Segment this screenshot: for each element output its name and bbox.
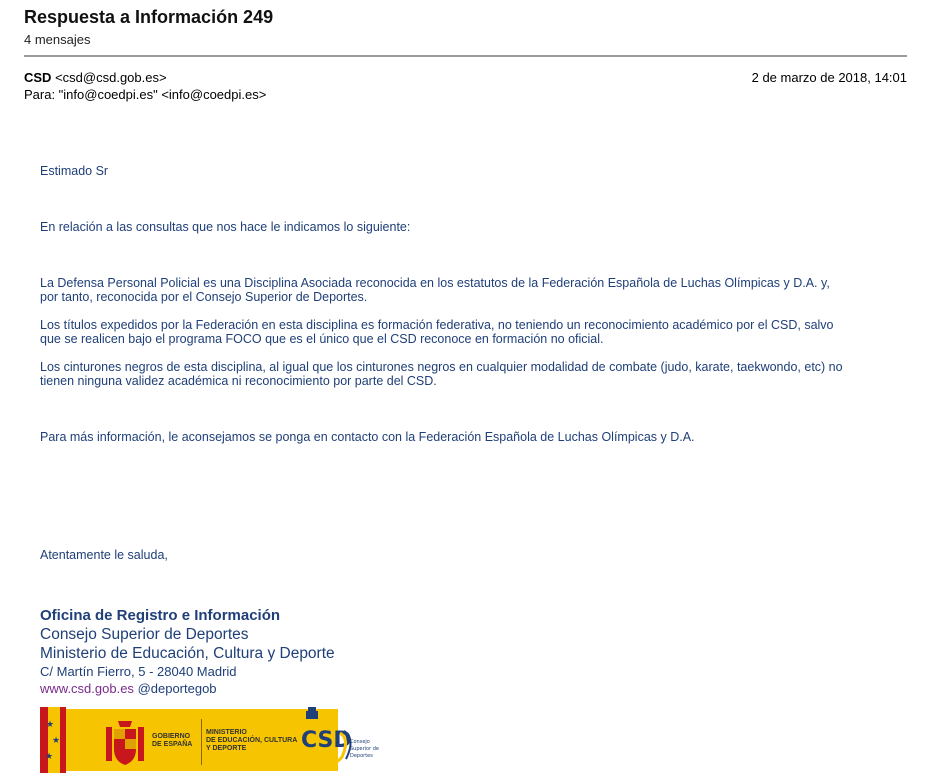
paragraph-3: [40, 360, 900, 388]
paragraph-1: [40, 276, 900, 304]
svg-text:★: ★: [52, 736, 61, 746]
ministerio-line-3: Y DEPORTE: [206, 745, 247, 752]
signature-address: C/ Martín Fierro, 5 - 28040 Madrid: [40, 664, 237, 679]
header-divider: [24, 55, 907, 57]
recipient-line: Para: "info@coedpi.es" <info@coedpi.es>: [24, 87, 267, 102]
greeting: Estimado Sr: [40, 164, 109, 178]
paragraph-1-line-1: La Defensa Personal Policial es una Disciplina Asociada reconocida en los estatutos de la Federación Española de Luchas Olímpicas y D.A. y,: [40, 276, 830, 290]
government-banner: [66, 709, 338, 771]
svg-text:★: ★: [46, 720, 55, 730]
csd-logo-line-3: Deportes: [350, 753, 373, 759]
banner-divider: [201, 719, 202, 765]
svg-text:CSD: CSD: [301, 728, 352, 753]
paragraph-2-line-1: Los títulos expedidos por la Federación en esta disciplina es formación federativa, no teniendo un reconocimiento académico por el CSD, salvo: [40, 318, 834, 332]
paragraph-2-line-2: que se realicen bajo el programa FOCO que es el único que el CSD reconoce en formación no oficial.: [40, 332, 604, 346]
email-date: 2 de marzo de 2018, 14:01: [751, 70, 907, 85]
closing-text: Atentamente le saluda,: [40, 548, 168, 562]
csd-logo-line-2: Superior de: [350, 746, 379, 752]
paragraph-3-line-1: Los cinturones negros de esta disciplina, al igual que los cinturones negros en cualquier modalidad de combate (judo, karate, taekwondo, etc) no: [40, 360, 843, 374]
institutional-logos: [40, 707, 379, 773]
gobierno-line-1: GOBIERNO: [152, 733, 191, 740]
sender-name: CSD: [24, 70, 52, 85]
more-info-paragraph: Para más información, le aconsejamos se ponga en contacto con la Federación Española de Luchas Olímpicas y D.A.: [40, 430, 695, 444]
gobierno-line-2: DE ESPAÑA: [152, 741, 193, 748]
signature-org: Consejo Superior de Deportes: [40, 626, 249, 643]
sender-email[interactable]: <csd@csd.gob.es>: [55, 70, 167, 85]
paragraph-3-line-2: tienen ninguna validez académica ni reconocimiento por parte del CSD.: [40, 374, 437, 388]
ministerio-text: [206, 729, 297, 753]
message-count: 4 mensajes: [24, 32, 91, 47]
ministerio-line-2: DE EDUCACIÓN, CULTURA: [206, 737, 298, 744]
signature-web-line: [40, 681, 217, 696]
csd-logo-icon: [300, 707, 379, 773]
paragraph-2: [40, 318, 900, 346]
website-link[interactable]: www.csd.gob.es: [40, 681, 134, 696]
eu-stars-icon: [42, 713, 64, 767]
twitter-handle[interactable]: @deportegob: [137, 681, 217, 696]
ministerio-line-1: MINISTERIO: [206, 729, 247, 736]
intro-paragraph: En relación a las consultas que nos hace le indicamos lo siguiente:: [40, 220, 411, 234]
signature-office: Oficina de Registro e Información: [40, 607, 281, 624]
coat-of-arms-icon: [102, 717, 148, 767]
sender-line: [24, 70, 167, 85]
paragraph-1-line-2: por tanto, reconocida por el Consejo Superior de Deportes.: [40, 290, 368, 304]
signature-ministry: Ministerio de Educación, Cultura y Deporte: [40, 645, 335, 662]
email-subject: Respuesta a Información 249: [24, 7, 274, 27]
svg-text:★: ★: [45, 752, 54, 762]
gobierno-text: [152, 733, 192, 749]
csd-logo-line-1: Consejo: [350, 739, 370, 745]
